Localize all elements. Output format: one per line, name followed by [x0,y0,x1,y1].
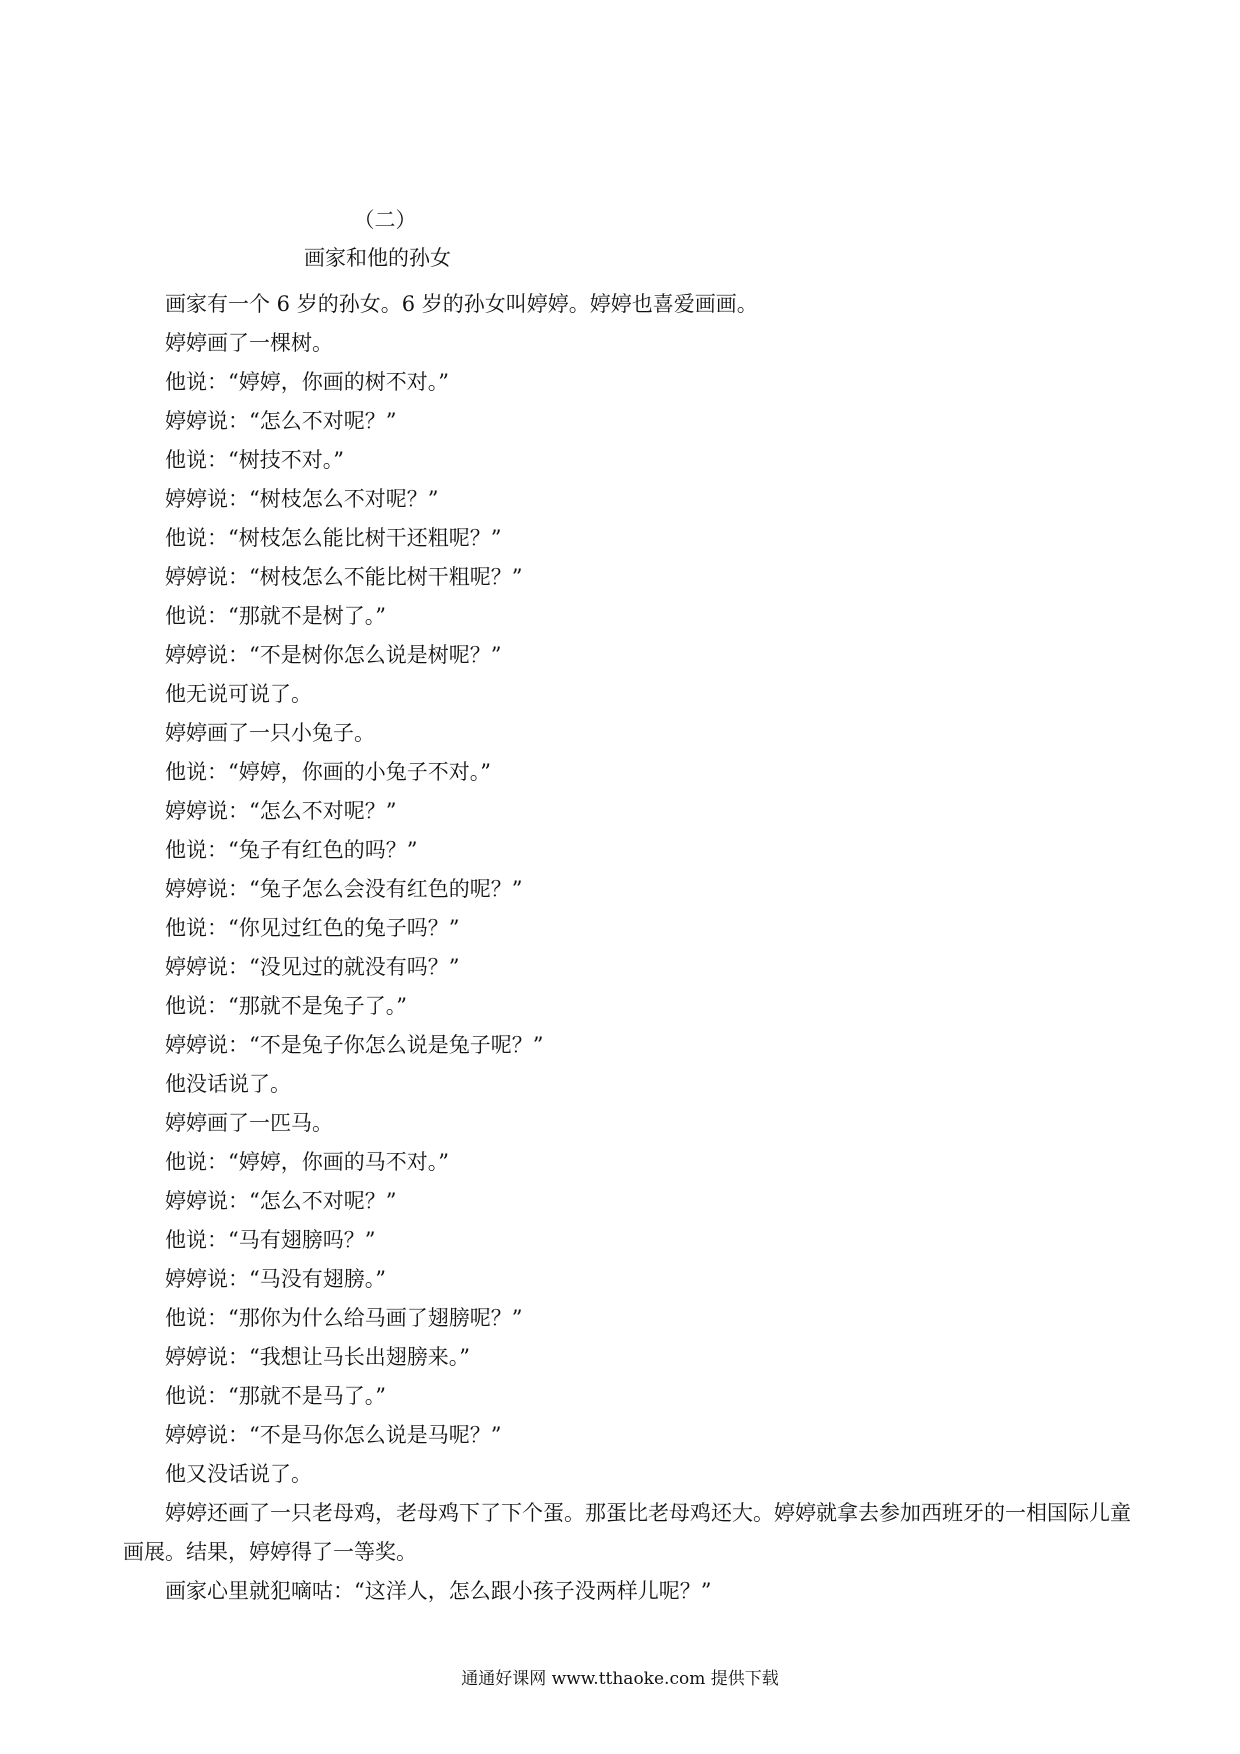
story-paragraph: 他说：“婷婷，你画的小兔子不对。” [165,760,491,784]
story-paragraph: 婷婷画了一匹马。 [165,1111,333,1135]
story-paragraph: 他说：“婷婷，你画的马不对。” [165,1150,449,1174]
story-title: 画家和他的孙女 [304,246,451,270]
story-paragraph: 婷婷说：“兔子怎么会没有红色的呢？” [165,877,523,901]
section-number: （二） [353,208,417,232]
story-paragraph: 婷婷画了一只小兔子。 [165,721,375,745]
story-paragraph: 他说：“树技不对。” [165,448,344,472]
story-paragraph: 他说：“你见过红色的兔子吗？” [165,916,460,940]
story-paragraph: 婷婷说：“不是马你怎么说是马呢？” [165,1423,502,1447]
story-paragraph: 婷婷说：“不是树你怎么说是树呢？” [165,643,502,667]
story-body [123,285,1133,1611]
story-paragraph: 他又没话说了。 [165,1462,312,1486]
story-paragraph: 婷婷说：“树枝怎么不对呢？” [165,487,439,511]
story-paragraph: 画家心里就犯嘀咕：“这洋人，怎么跟小孩子没两样儿呢？” [165,1579,712,1603]
story-paragraph: 婷婷说：“怎么不对呢？” [165,1189,397,1213]
story-paragraph: 他没话说了。 [165,1072,291,1096]
story-paragraph: 婷婷说：“马没有翅膀。” [165,1267,386,1291]
story-paragraph: 他说：“那就不是兔子了。” [165,994,407,1018]
story-paragraph: 婷婷还画了一只老母鸡，老母鸡下了下个蛋。那蛋比老母鸡还大。婷婷就拿去参加西班牙的一相国际儿童画展。结果，婷婷得了一等奖。 [123,1501,1131,1564]
story-paragraph: 他说：“那你为什么给马画了翅膀呢？” [165,1306,523,1330]
story-paragraph: 他说：“兔子有红色的吗？” [165,838,418,862]
story-paragraph: 他说：“树枝怎么能比树干还粗呢？” [165,526,502,550]
story-paragraph: 婷婷说：“怎么不对呢？” [165,799,397,823]
story-paragraph: 婷婷说：“没见过的就没有吗？” [165,955,460,979]
story-paragraph: 他说：“那就不是马了。” [165,1384,386,1408]
story-paragraph: 婷婷画了一棵树。 [165,331,333,355]
story-paragraph: 他说：“马有翅膀吗？” [165,1228,376,1252]
story-paragraph: 他说：“那就不是树了。” [165,604,386,628]
story-paragraph: 婷婷说：“我想让马长出翅膀来。” [165,1345,470,1369]
story-paragraph: 婷婷说：“不是兔子你怎么说是兔子呢？” [165,1033,544,1057]
story-paragraph: 他说：“婷婷，你画的树不对。” [165,370,449,394]
footer-source: 通通好课网 www.tthaoke.com 提供下载 [461,1669,779,1689]
story-paragraph: 画家有一个 6 岁的孙女。6 岁的孙女叫婷婷。婷婷也喜爱画画。 [165,292,758,316]
story-paragraph: 他无说可说了。 [165,682,312,706]
story-paragraph: 婷婷说：“树枝怎么不能比树干粗呢？” [165,565,523,589]
story-paragraph: 婷婷说：“怎么不对呢？” [165,409,397,433]
